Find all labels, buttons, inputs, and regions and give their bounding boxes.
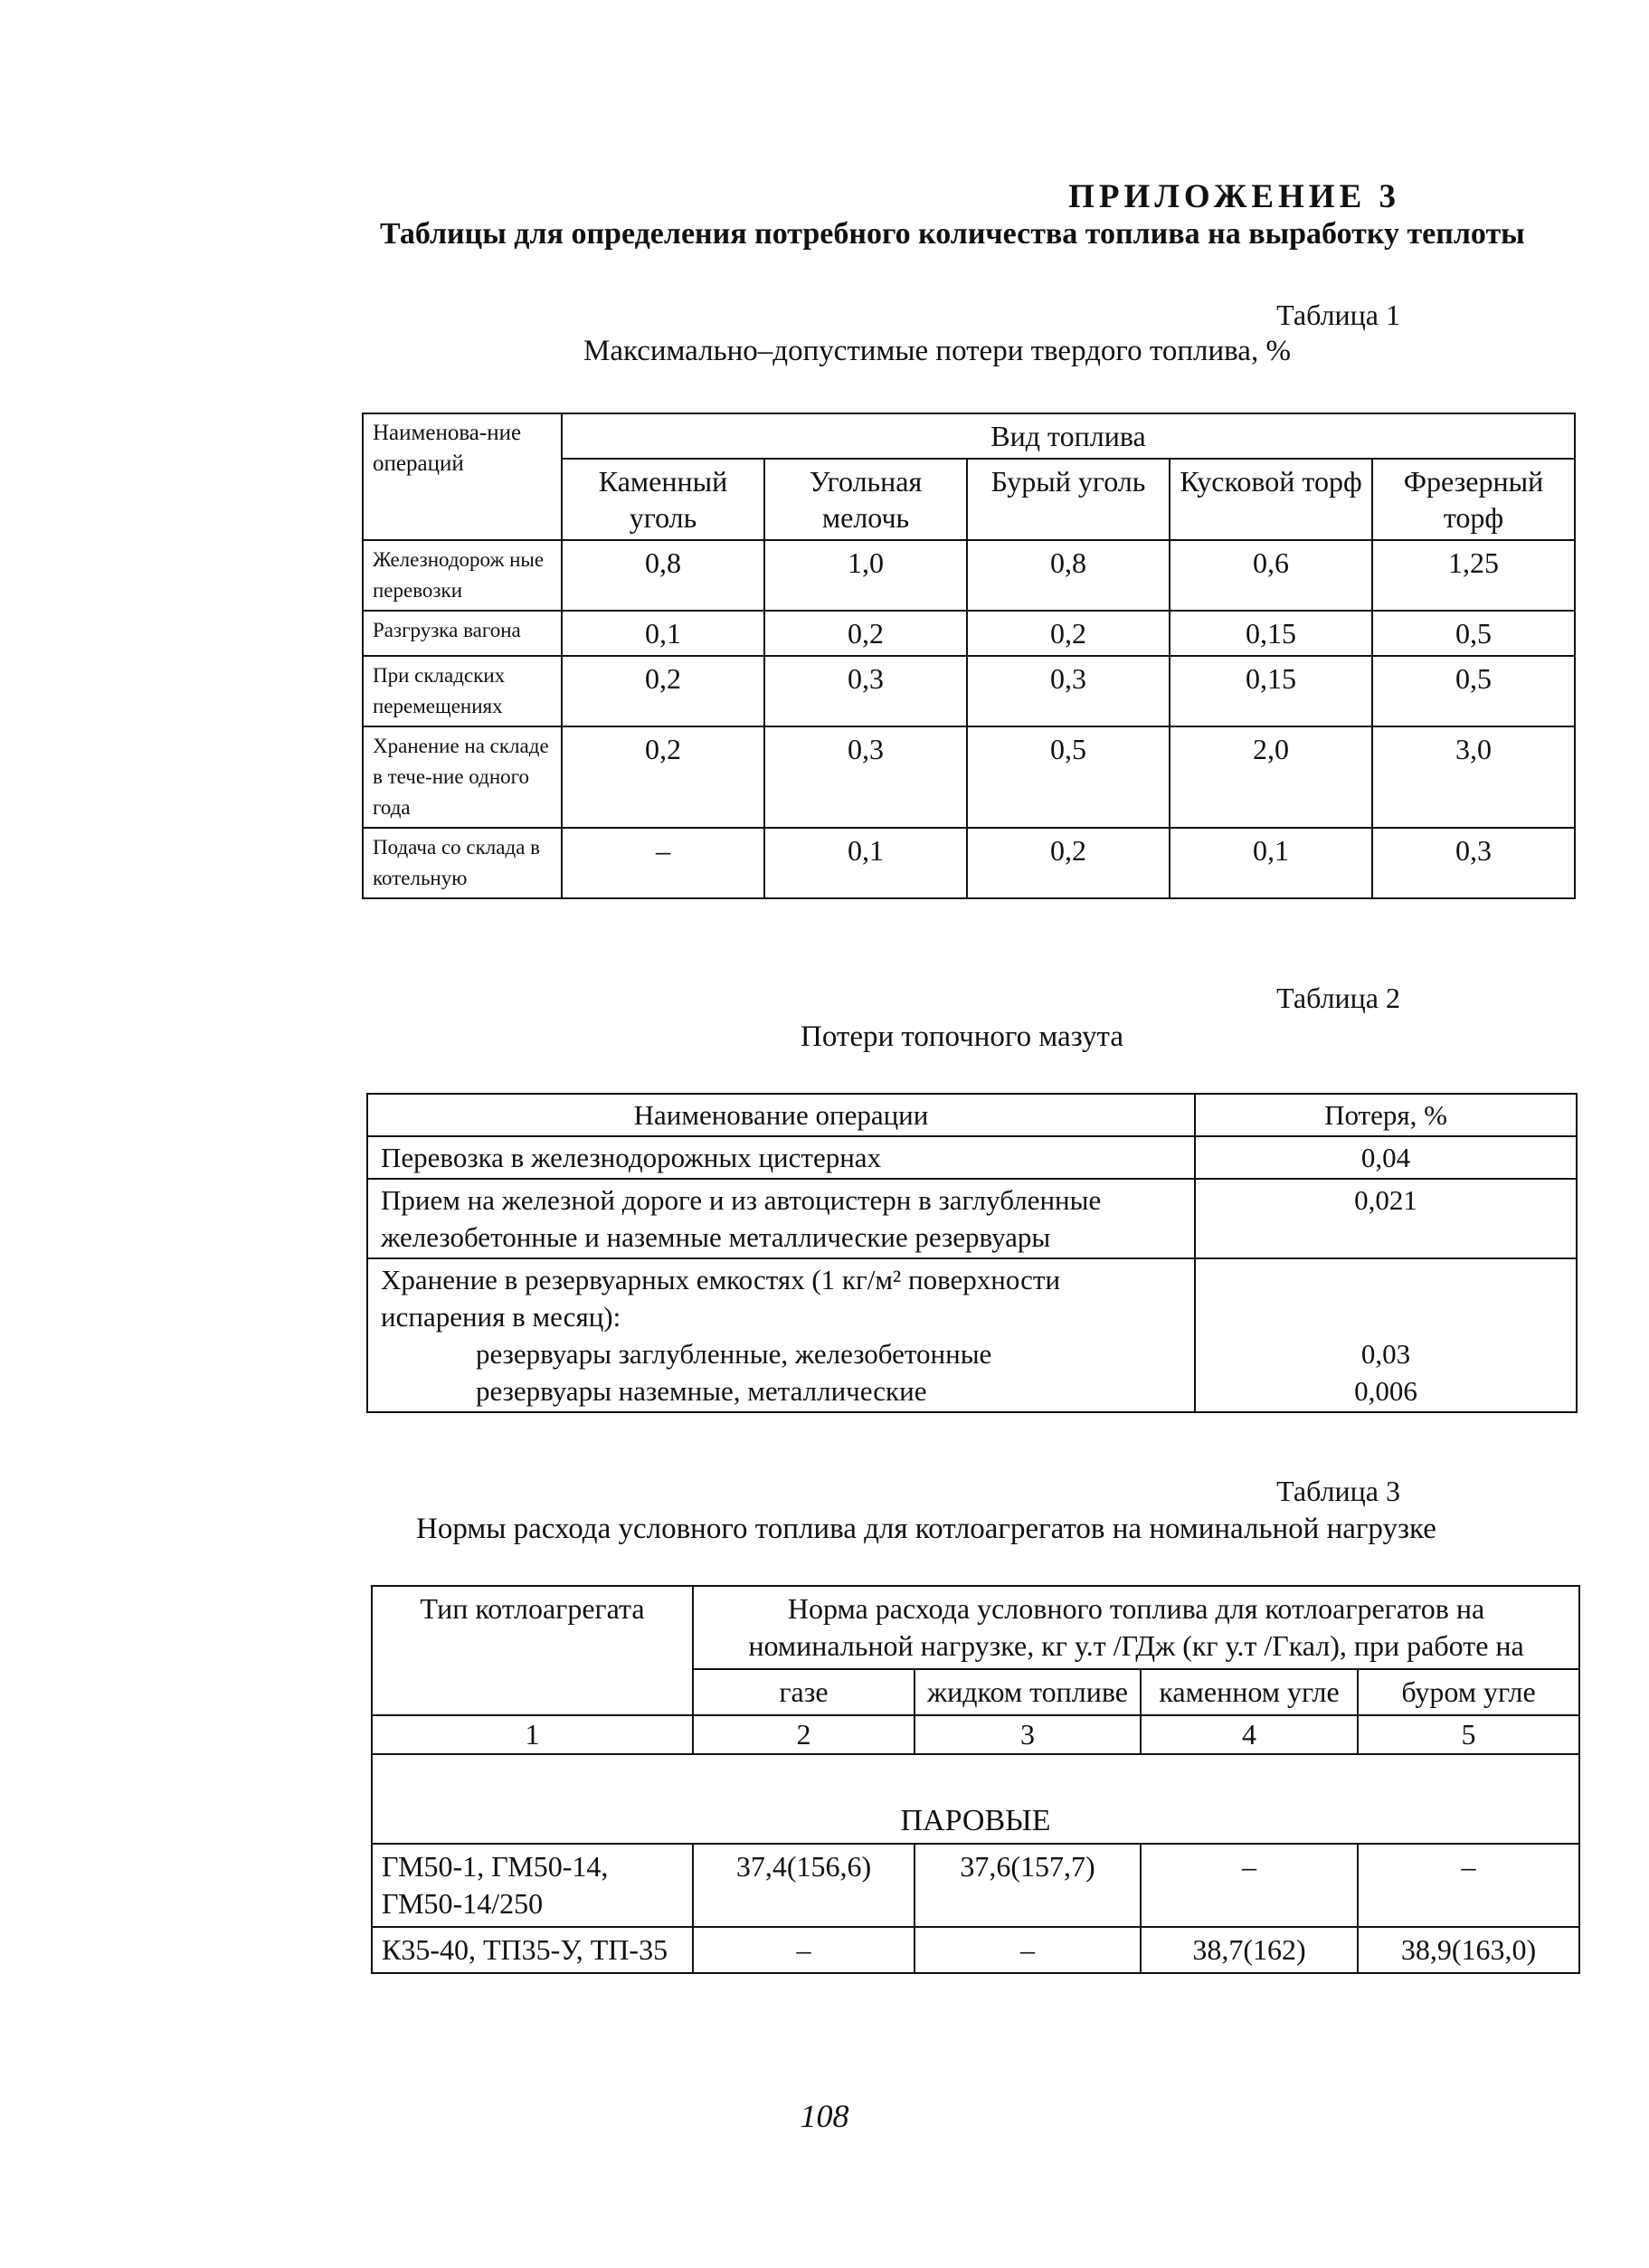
table1-caption: Максимально–допустимые потери твердого топлива, % — [583, 335, 1291, 367]
table3-column-numbers — [372, 1715, 1579, 1754]
table1-value-cell: 1,25 — [1372, 540, 1575, 611]
table2-storage-loss: 0,006 — [1354, 1375, 1417, 1407]
table1-header-operation: Наименова-ние операций — [363, 413, 562, 540]
table3-value-cell: 37,4(156,6) — [693, 1844, 915, 1927]
table3-type-cell: К35-40, ТП35-У, ТП-35 — [372, 1927, 693, 1973]
table1-header-group: Вид топлива — [562, 413, 1575, 459]
table-row — [367, 1179, 1577, 1258]
table3-value-cell: 38,7(162) — [1141, 1927, 1358, 1973]
table2-loss-cell: 0,04 — [1195, 1136, 1577, 1179]
table-row — [363, 611, 1575, 656]
table3 — [371, 1585, 1580, 1974]
table1-label: Таблица 1 — [1276, 299, 1400, 331]
table1-value-cell: – — [562, 828, 764, 898]
table1-value-cell: 0,2 — [562, 656, 764, 726]
table-row — [372, 1927, 1579, 1973]
table2-storage-cell — [367, 1258, 1195, 1412]
table1-value-cell: 0,5 — [1372, 656, 1575, 726]
table1-operation-cell: При складских перемещениях — [363, 656, 562, 726]
table3-fuel-header: буром угле — [1358, 1669, 1579, 1715]
table-row — [363, 828, 1575, 898]
table3-caption: Нормы расхода условного топлива для котлоагрегатов на номинальной нагрузке — [416, 1513, 1436, 1545]
table1-value-cell: 0,2 — [967, 611, 1170, 656]
table1-value-cell: 0,3 — [967, 656, 1170, 726]
table1-value-cell: 0,1 — [1170, 828, 1372, 898]
table3-section-title: ПАРОВЫЕ — [372, 1754, 1579, 1844]
table2-caption: Потери топочного мазута — [801, 1020, 1124, 1053]
table1-value-cell: 0,6 — [1170, 540, 1372, 611]
table1-fuel-header: Угольная мелочь — [764, 459, 967, 540]
table3-value-cell: 37,6(157,7) — [915, 1844, 1141, 1927]
table3-column-number: 3 — [915, 1715, 1141, 1754]
table1 — [362, 413, 1576, 899]
table1-value-cell: 0,3 — [764, 726, 967, 828]
table1-fuel-header: Бурый уголь — [967, 459, 1170, 540]
table1-operation-cell: Разгрузка вагона — [363, 611, 562, 656]
table2-storage-item: резервуары заглубленные, железобетонные — [476, 1338, 992, 1370]
table3-value-cell: – — [915, 1927, 1141, 1973]
table1-operation-cell: Подача со склада в котельную — [363, 828, 562, 898]
table2-storage-text: Хранение в резервуарных емкостях (1 кг/м² поверхности испарения в месяц): — [381, 1264, 1061, 1333]
table3-value-cell: – — [1358, 1844, 1579, 1927]
table2-operation-cell: Прием на железной дороге и из автоцистерн в заглубленные железобетонные и наземные металлические резервуары — [367, 1179, 1195, 1258]
table1-value-cell: 0,3 — [1372, 828, 1575, 898]
table1-operation-cell: Хранение на складе в тече-ние одного года — [363, 726, 562, 828]
table1-fuel-header: Кусковой торф — [1170, 459, 1372, 540]
table1-value-cell: 0,5 — [1372, 611, 1575, 656]
table-row — [363, 656, 1575, 726]
table1-value-cell: 0,2 — [764, 611, 967, 656]
table1-operation-cell: Железнодорож ные перевозки — [363, 540, 562, 611]
table2-header-operation: Наименование операции — [367, 1094, 1195, 1136]
table3-fuel-header: жидком топливе — [915, 1669, 1141, 1715]
table1-value-cell: 0,2 — [562, 726, 764, 828]
table2-storage-loss: 0,03 — [1360, 1338, 1411, 1370]
table3-header-group: Норма расхода условного топлива для котлоагрегатов на номинальной нагрузке, кг у.т /ГДж (кг у.т /Гкал), при работе на — [693, 1586, 1579, 1669]
table3-value-cell: – — [1141, 1844, 1358, 1927]
table-row — [372, 1844, 1579, 1927]
table1-value-cell: 0,1 — [764, 828, 967, 898]
table1-value-cell: 0,15 — [1170, 611, 1372, 656]
page-number: 108 — [800, 2098, 849, 2134]
table-row — [367, 1258, 1577, 1412]
table2-storage-item: резервуары наземные, металлические — [476, 1375, 927, 1407]
table1-value-cell: 1,0 — [764, 540, 967, 611]
table3-header-type: Тип котлоагрегата — [372, 1586, 693, 1715]
main-title: Таблицы для определения потребного количества топлива на выработку теплоты — [380, 217, 1525, 251]
table2 — [366, 1093, 1578, 1413]
table1-value-cell: 2,0 — [1170, 726, 1372, 828]
table1-value-cell: 0,1 — [562, 611, 764, 656]
table1-value-cell: 0,5 — [967, 726, 1170, 828]
table-row — [367, 1136, 1577, 1179]
table3-value-cell: 38,9(163,0) — [1358, 1927, 1579, 1973]
table3-label: Таблица 3 — [1276, 1475, 1400, 1507]
table1-value-cell: 0,15 — [1170, 656, 1372, 726]
table2-storage-loss-cell — [1195, 1258, 1577, 1412]
table2-header-loss: Потеря, % — [1195, 1094, 1577, 1136]
table3-column-number: 1 — [372, 1715, 693, 1754]
table-row — [363, 726, 1575, 828]
table3-column-number: 2 — [693, 1715, 915, 1754]
table2-label: Таблица 2 — [1276, 982, 1400, 1014]
table3-column-number: 4 — [1141, 1715, 1358, 1754]
table1-value-cell: 0,2 — [967, 828, 1170, 898]
table3-type-cell: ГМ50-1, ГМ50-14, ГМ50-14/250 — [372, 1844, 693, 1927]
table2-operation-cell: Перевозка в железнодорожных цистернах — [367, 1136, 1195, 1179]
table-row — [363, 540, 1575, 611]
table1-value-cell: 3,0 — [1372, 726, 1575, 828]
table1-value-cell: 0,8 — [967, 540, 1170, 611]
table1-value-cell: 0,3 — [764, 656, 967, 726]
table3-value-cell: – — [693, 1927, 915, 1973]
table1-fuel-header: Каменный уголь — [562, 459, 764, 540]
table2-loss-cell: 0,021 — [1195, 1179, 1577, 1258]
table3-column-number: 5 — [1358, 1715, 1579, 1754]
appendix-label: ПРИЛОЖЕНИЕ 3 — [1068, 178, 1400, 215]
table3-fuel-header: газе — [693, 1669, 915, 1715]
table3-fuel-header: каменном угле — [1141, 1669, 1358, 1715]
table1-value-cell: 0,8 — [562, 540, 764, 611]
table1-fuel-header: Фрезерный торф — [1372, 459, 1575, 540]
